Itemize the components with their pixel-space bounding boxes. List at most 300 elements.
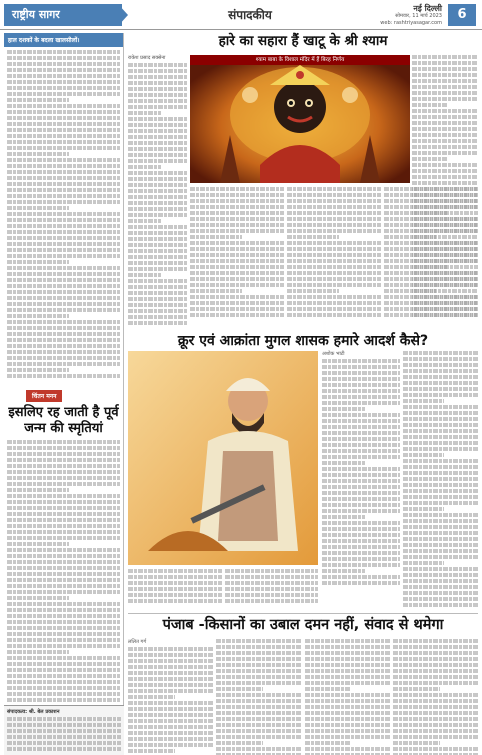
text-line bbox=[412, 121, 478, 125]
text-line bbox=[412, 145, 478, 149]
article1-text-col bbox=[190, 187, 284, 317]
text-line bbox=[128, 243, 188, 247]
text-line bbox=[412, 115, 478, 119]
text-line bbox=[216, 687, 263, 691]
text-line bbox=[128, 677, 213, 681]
text-line bbox=[128, 75, 188, 79]
text-line bbox=[7, 140, 120, 144]
text-line bbox=[393, 741, 440, 745]
text-line bbox=[128, 141, 188, 145]
text-line bbox=[403, 351, 478, 355]
text-line bbox=[225, 587, 319, 591]
text-line bbox=[412, 61, 478, 65]
article3-text bbox=[393, 639, 478, 755]
text-line bbox=[190, 253, 284, 257]
text-line bbox=[190, 289, 242, 293]
text-line bbox=[7, 554, 120, 558]
text-line bbox=[7, 470, 120, 474]
text-line bbox=[322, 425, 400, 429]
text-line bbox=[7, 296, 120, 300]
text-line bbox=[403, 423, 478, 427]
text-line bbox=[216, 711, 301, 715]
text-line bbox=[322, 569, 365, 573]
text-line bbox=[128, 93, 188, 97]
text-line bbox=[322, 515, 365, 519]
text-line bbox=[412, 133, 478, 137]
text-line bbox=[412, 97, 478, 101]
text-line bbox=[287, 253, 381, 257]
text-line bbox=[128, 671, 213, 675]
text-line bbox=[7, 735, 121, 739]
text-line bbox=[190, 193, 284, 197]
text-line bbox=[216, 729, 301, 733]
text-line bbox=[7, 656, 120, 660]
text-line bbox=[322, 383, 400, 387]
text-line bbox=[7, 182, 120, 186]
text-line bbox=[128, 63, 188, 67]
text-line bbox=[128, 105, 188, 109]
article1-author: राकेश प्रसाद सक्सेना bbox=[128, 55, 166, 61]
text-line bbox=[403, 549, 478, 553]
text-line bbox=[128, 189, 188, 193]
text-line bbox=[403, 477, 478, 481]
text-line bbox=[7, 212, 120, 216]
text-line bbox=[7, 308, 120, 312]
text-line bbox=[393, 645, 478, 649]
text-line bbox=[322, 461, 365, 465]
text-line bbox=[216, 741, 263, 745]
text-line bbox=[128, 195, 188, 199]
text-line bbox=[7, 488, 69, 492]
text-line bbox=[7, 578, 120, 582]
text-line bbox=[7, 92, 120, 96]
text-line bbox=[322, 437, 400, 441]
text-line bbox=[7, 206, 69, 210]
text-line bbox=[7, 74, 120, 78]
text-line bbox=[322, 419, 400, 423]
khatu-shyam-photo bbox=[190, 55, 410, 183]
text-line bbox=[393, 657, 478, 661]
text-line bbox=[393, 675, 478, 679]
text-line bbox=[7, 242, 120, 246]
text-line bbox=[403, 375, 478, 379]
text-line bbox=[7, 194, 120, 198]
text-line bbox=[7, 560, 120, 564]
text-line bbox=[287, 241, 381, 245]
text-line bbox=[7, 236, 120, 240]
text-line bbox=[128, 237, 188, 241]
text-line bbox=[7, 506, 120, 510]
text-line bbox=[305, 663, 390, 667]
text-line bbox=[7, 530, 120, 534]
text-line bbox=[216, 723, 301, 727]
text-line bbox=[128, 659, 213, 663]
text-line bbox=[128, 153, 188, 157]
text-line bbox=[322, 455, 400, 459]
text-line bbox=[403, 471, 478, 475]
text-line bbox=[128, 219, 161, 223]
text-line bbox=[322, 407, 365, 411]
text-line bbox=[287, 187, 381, 191]
text-line bbox=[7, 494, 120, 498]
main-content bbox=[128, 33, 478, 645]
text-line bbox=[403, 507, 444, 511]
text-line bbox=[403, 399, 444, 403]
text-line bbox=[322, 551, 400, 555]
text-line bbox=[412, 91, 478, 95]
text-line bbox=[403, 357, 478, 361]
text-line bbox=[7, 146, 120, 150]
text-line bbox=[7, 68, 120, 72]
text-line bbox=[128, 201, 188, 205]
article2-headline: क्रूर एवं आक्रांता मुगल शासक हमारे आदर्श कैसे? bbox=[177, 333, 429, 349]
text-line bbox=[7, 266, 120, 270]
article3-text bbox=[128, 647, 213, 755]
text-line bbox=[128, 303, 188, 307]
text-line bbox=[190, 265, 284, 269]
text-line bbox=[322, 557, 400, 561]
text-line bbox=[190, 229, 284, 233]
text-line bbox=[216, 639, 301, 643]
text-line bbox=[128, 69, 188, 73]
text-line bbox=[7, 602, 120, 606]
website-url: web: rashtriyasagar.com bbox=[380, 20, 442, 26]
text-line bbox=[305, 717, 390, 721]
text-line bbox=[322, 539, 400, 543]
article1-text bbox=[128, 63, 188, 325]
text-line bbox=[7, 674, 120, 678]
text-line bbox=[190, 283, 284, 287]
text-line bbox=[7, 230, 120, 234]
text-line bbox=[7, 176, 120, 180]
article2-column bbox=[322, 351, 400, 587]
text-line bbox=[128, 129, 188, 133]
text-line bbox=[7, 741, 121, 745]
text-line bbox=[384, 193, 478, 197]
text-line bbox=[128, 291, 188, 295]
left-column-article-text bbox=[4, 437, 123, 707]
text-line bbox=[287, 295, 381, 299]
text-line bbox=[403, 405, 478, 409]
text-line bbox=[322, 401, 400, 405]
text-line bbox=[7, 50, 120, 54]
text-line bbox=[412, 151, 478, 155]
article1-text-col bbox=[384, 187, 478, 317]
text-line bbox=[403, 531, 478, 535]
text-line bbox=[7, 62, 120, 66]
text-line bbox=[305, 735, 390, 739]
text-line bbox=[393, 681, 478, 685]
text-line bbox=[384, 301, 478, 305]
text-line bbox=[7, 614, 120, 618]
text-line bbox=[128, 743, 213, 747]
text-line bbox=[322, 533, 400, 537]
text-line bbox=[7, 374, 120, 378]
text-line bbox=[216, 669, 301, 673]
text-line bbox=[403, 525, 478, 529]
text-line bbox=[7, 356, 120, 360]
text-line bbox=[128, 183, 188, 187]
text-line bbox=[7, 440, 120, 444]
text-line bbox=[7, 500, 120, 504]
text-line bbox=[128, 123, 188, 127]
text-line bbox=[128, 707, 213, 711]
text-line bbox=[7, 626, 120, 630]
article2-column bbox=[403, 351, 478, 609]
text-line bbox=[7, 188, 120, 192]
text-line bbox=[287, 271, 381, 275]
text-line bbox=[128, 267, 188, 271]
text-line bbox=[322, 545, 400, 549]
text-line bbox=[393, 699, 478, 703]
text-line bbox=[412, 163, 478, 167]
text-line bbox=[7, 284, 120, 288]
text-line bbox=[7, 158, 120, 162]
text-line bbox=[403, 495, 478, 499]
text-line bbox=[403, 591, 478, 595]
text-line bbox=[384, 211, 478, 215]
text-line bbox=[128, 719, 213, 723]
text-line bbox=[322, 575, 400, 579]
text-line bbox=[7, 218, 120, 222]
left-column-body-text bbox=[4, 47, 123, 383]
text-line bbox=[7, 332, 120, 336]
text-line bbox=[393, 669, 478, 673]
article2-text bbox=[322, 359, 400, 585]
text-line bbox=[7, 320, 120, 324]
text-line bbox=[322, 431, 400, 435]
text-line bbox=[412, 109, 478, 113]
text-line bbox=[7, 632, 120, 636]
text-line bbox=[128, 695, 175, 699]
left-column-heading: हाल दशकों के बदला खालसीलों। bbox=[4, 33, 123, 47]
text-line bbox=[287, 301, 381, 305]
text-line bbox=[322, 443, 400, 447]
article1 bbox=[128, 55, 478, 327]
text-line bbox=[128, 653, 213, 657]
text-line bbox=[128, 309, 188, 313]
text-line bbox=[190, 187, 284, 191]
text-line bbox=[287, 211, 381, 215]
text-line bbox=[384, 271, 478, 275]
text-line bbox=[190, 211, 284, 215]
text-line bbox=[7, 98, 69, 102]
article1-column-left bbox=[128, 55, 188, 327]
text-line bbox=[7, 572, 120, 576]
text-line bbox=[7, 536, 120, 540]
text-line bbox=[7, 692, 120, 696]
text-line bbox=[7, 548, 120, 552]
publisher-footer bbox=[4, 705, 124, 755]
text-line bbox=[403, 453, 444, 457]
text-line bbox=[7, 668, 120, 672]
text-line bbox=[7, 362, 120, 366]
text-line bbox=[393, 693, 478, 697]
text-line bbox=[7, 350, 120, 354]
section-kicker: चिंतन मनन bbox=[26, 390, 62, 402]
text-line bbox=[128, 713, 213, 717]
text-line bbox=[128, 315, 188, 319]
text-line bbox=[225, 575, 319, 579]
text-line bbox=[403, 501, 478, 505]
text-line bbox=[384, 187, 478, 191]
text-line bbox=[128, 87, 188, 91]
text-line bbox=[7, 723, 121, 727]
edition-city: नई दिल्ली bbox=[413, 4, 442, 13]
text-line bbox=[287, 199, 381, 203]
text-line bbox=[216, 663, 301, 667]
text-line bbox=[322, 371, 400, 375]
text-line bbox=[128, 297, 188, 301]
text-line bbox=[412, 139, 478, 143]
text-line bbox=[225, 569, 319, 573]
text-line bbox=[7, 326, 120, 330]
text-line bbox=[403, 579, 478, 583]
text-line bbox=[305, 681, 390, 685]
text-line bbox=[322, 509, 400, 513]
text-line bbox=[322, 563, 400, 567]
text-line bbox=[393, 651, 478, 655]
text-line bbox=[190, 199, 284, 203]
text-line bbox=[7, 272, 120, 276]
text-line bbox=[225, 599, 319, 603]
text-line bbox=[225, 581, 319, 585]
text-line bbox=[7, 608, 120, 612]
text-line bbox=[384, 253, 478, 257]
text-line bbox=[322, 395, 400, 399]
text-line bbox=[216, 657, 301, 661]
text-line bbox=[128, 249, 188, 253]
text-line bbox=[322, 467, 400, 471]
text-line bbox=[403, 369, 478, 373]
text-line bbox=[216, 645, 301, 649]
text-line bbox=[403, 447, 478, 451]
text-line bbox=[128, 279, 188, 283]
text-line bbox=[7, 110, 120, 114]
text-line bbox=[7, 122, 120, 126]
text-line bbox=[403, 387, 478, 391]
text-line bbox=[322, 359, 400, 363]
text-line bbox=[403, 393, 478, 397]
text-line bbox=[384, 259, 478, 263]
text-line bbox=[7, 302, 120, 306]
text-line bbox=[7, 680, 120, 684]
text-line bbox=[7, 566, 120, 570]
text-line bbox=[7, 698, 120, 702]
left-column-headline: इसलिए रह जाती है पूर्व जन्म की स्मृतियां bbox=[8, 405, 119, 436]
page-number: 6 bbox=[448, 4, 476, 26]
text-line bbox=[403, 429, 478, 433]
text-line bbox=[7, 620, 120, 624]
text-line bbox=[305, 675, 390, 679]
text-line bbox=[305, 669, 390, 673]
text-line bbox=[322, 503, 400, 507]
text-line bbox=[403, 597, 478, 601]
article3-author: ललित गर्ग bbox=[128, 639, 147, 645]
text-line bbox=[128, 147, 188, 151]
text-line bbox=[393, 723, 478, 727]
text-line bbox=[393, 639, 478, 643]
text-line bbox=[305, 729, 390, 733]
text-line bbox=[287, 277, 381, 281]
text-line bbox=[190, 271, 284, 275]
text-line bbox=[305, 657, 390, 661]
text-line bbox=[412, 103, 448, 107]
text-line bbox=[403, 543, 478, 547]
text-line bbox=[384, 223, 478, 227]
text-line bbox=[305, 639, 390, 643]
text-line bbox=[7, 104, 120, 108]
text-line bbox=[7, 686, 120, 690]
brand-arrow-shape bbox=[118, 4, 128, 26]
text-line bbox=[322, 581, 400, 585]
footer-text bbox=[7, 717, 121, 751]
text-line bbox=[384, 235, 436, 239]
text-line bbox=[190, 301, 284, 305]
text-line bbox=[128, 689, 213, 693]
text-line bbox=[403, 513, 478, 517]
text-line bbox=[128, 159, 188, 163]
text-line bbox=[7, 464, 120, 468]
article2-author: अशोक भाटी bbox=[322, 351, 345, 357]
text-line bbox=[128, 599, 222, 603]
text-line bbox=[216, 717, 301, 721]
text-line bbox=[7, 747, 121, 751]
text-line bbox=[190, 205, 284, 209]
article1-text-col bbox=[287, 187, 381, 317]
text-line bbox=[305, 687, 352, 691]
text-line bbox=[128, 111, 161, 115]
text-line bbox=[128, 117, 188, 121]
text-line bbox=[403, 363, 478, 367]
text-line bbox=[7, 518, 120, 522]
text-line bbox=[305, 741, 352, 745]
text-line bbox=[128, 701, 213, 705]
text-line bbox=[128, 171, 188, 175]
article3-headline: पंजाब -किसानों का उबाल दमन नहीं, संवाद से थमेगा bbox=[128, 613, 478, 635]
text-line bbox=[128, 273, 161, 277]
text-line bbox=[7, 458, 120, 462]
text-line bbox=[322, 413, 400, 417]
text-line bbox=[412, 127, 478, 131]
text-line bbox=[287, 313, 381, 317]
text-line bbox=[393, 729, 478, 733]
article3-text bbox=[305, 639, 390, 755]
article3-text bbox=[216, 639, 301, 755]
text-line bbox=[384, 283, 478, 287]
text-line bbox=[7, 542, 69, 546]
text-line bbox=[128, 165, 161, 169]
text-line bbox=[393, 711, 478, 715]
text-line bbox=[7, 128, 120, 132]
text-line bbox=[384, 241, 478, 245]
text-line bbox=[322, 521, 400, 525]
text-line bbox=[403, 465, 478, 469]
text-line bbox=[305, 705, 390, 709]
text-line bbox=[216, 675, 301, 679]
text-line bbox=[7, 170, 120, 174]
text-line bbox=[322, 485, 400, 489]
text-line bbox=[190, 247, 284, 251]
text-line bbox=[7, 80, 120, 84]
text-line bbox=[412, 55, 478, 59]
text-line bbox=[128, 647, 213, 651]
text-line bbox=[403, 585, 478, 589]
edition-date: सोमवार, 11 मार्च 2023 bbox=[395, 13, 442, 19]
text-line bbox=[412, 181, 478, 185]
text-line bbox=[7, 524, 120, 528]
text-line bbox=[403, 411, 478, 415]
